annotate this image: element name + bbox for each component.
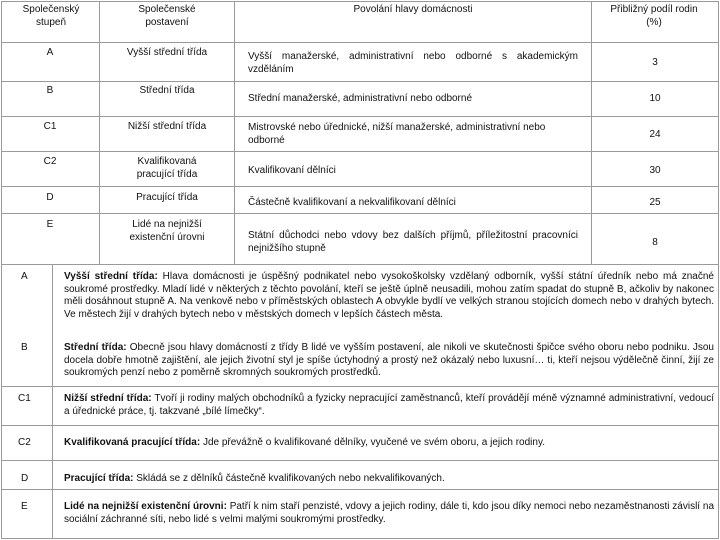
- desc-e-label: E: [21, 501, 28, 512]
- social-class-document: [1, 1, 719, 539]
- desc-e-term: Lidé na nejnižší existenční úrovni:: [64, 501, 227, 512]
- desc-a-body: Hlava domácnosti je úspěšný podnikatel nebo vysokoškolsky vzdělaný odborník, vyšší státní úředník nebo má značné soukromé prostředky. Mladí lidé v některých z těchto povolání, kteří se ještě úplně neusadili, mohou zatím spadat do stupně B, ačkoliv by nakonec měli dosáhnout stupně A. Na venkově nebo v příměstských oblastech A obvykle bydlí ve velkých stranou stojících domech nebo v drahých bytech. Ve městech žijí v drahých bytech nebo v městských domech v lepších částech města.: [64, 271, 714, 320]
- border-top: [1, 1, 719, 2]
- desc-d-body: Skládá se z dělníků částečně kvalifikovaných nebo nekvalifikovaných.: [133, 473, 445, 484]
- col-divider: [52, 264, 53, 539]
- row-b-stupen: B: [46, 85, 54, 96]
- desc-c1-body: Tvoří ji rodiny malých obchodníků a fyzicky nepracující zaměstnanců, kteří provádějí méně významné administrativní, vedoucí a úřednické práce, tj. takzvané „bílé límečky“.: [64, 393, 714, 417]
- row-b-podil: 10: [649, 93, 661, 104]
- row-a-podil: 3: [652, 57, 658, 68]
- desc-c1-term: Nižší střední třída:: [64, 393, 152, 404]
- row-c2-stupen: C2: [43, 156, 57, 167]
- row-e-povolani: Státní důchodci nebo vdovy bez dalších příjmů, příležitostní pracovníci nejnižšího stupně: [248, 230, 578, 254]
- row-divider: [1, 489, 719, 490]
- col-divider: [591, 1, 592, 264]
- row-divider: [1, 213, 719, 214]
- desc-c2-term: Kvalifikovaná pracující třída:: [64, 437, 201, 448]
- row-a-postaveni: Vyšší střední třída: [126, 47, 208, 58]
- row-c1-podil: 24: [649, 129, 661, 140]
- row-divider: [1, 186, 719, 187]
- row-divider: [1, 264, 719, 265]
- col-divider: [234, 1, 235, 264]
- row-b-povolani: Střední manažerské, administrativní nebo odborné: [248, 93, 473, 104]
- row-d-podil: 25: [649, 197, 661, 208]
- row-e-podil: 8: [652, 237, 658, 248]
- desc-b-text: [64, 342, 714, 380]
- row-a-stupen: A: [46, 47, 54, 58]
- row-e-postaveni: Lidé na nejnižší existenční úrovni: [129, 219, 205, 243]
- desc-a-text: [64, 271, 714, 321]
- row-d-stupen: D: [46, 192, 54, 203]
- desc-a-term: Vyšší střední třída:: [64, 271, 158, 282]
- row-c2-postaveni: Kvalifikovaná pracující třída: [136, 156, 198, 180]
- desc-e-body: Patří k nim staří penzisté, vdovy a jejich rodiny, dále ti, kdo jsou díky nemoci nebo nezaměstnanosti závislí na sociální záchranné síti, nebo lidé s velmi malými soukromými prostředky.: [64, 501, 715, 525]
- row-c2-povolani: Kvalifikovaní dělníci: [248, 165, 336, 176]
- border-bottom: [1, 538, 719, 539]
- row-divider: [1, 151, 719, 152]
- row-divider: [1, 460, 719, 461]
- desc-c1-label: C1: [18, 393, 31, 404]
- header-povolani: Povolání hlavy domácnosti: [353, 4, 473, 15]
- desc-c2-body: Jde převážně o kvalifikované dělníky, vyučené ve svém oboru, a jejich rodiny.: [200, 437, 545, 448]
- desc-c2-label: C2: [18, 437, 31, 448]
- row-c1-postaveni: Nižší střední třída: [127, 121, 207, 132]
- header-podil: Přibližný podíl rodin (%): [610, 4, 698, 28]
- col-divider: [99, 1, 100, 264]
- row-d-povolani: Částečně kvalifikovaní a nekvalifikovaní dělníci: [248, 197, 456, 208]
- row-divider: [1, 42, 719, 43]
- row-divider: [1, 425, 719, 426]
- row-c1-stupen: C1: [43, 121, 57, 132]
- desc-e-text: [64, 501, 714, 526]
- row-e-stupen: E: [46, 219, 54, 230]
- desc-d-text: [64, 473, 714, 486]
- row-c2-podil: 30: [649, 165, 661, 176]
- desc-d-term: Pracující třída:: [64, 473, 134, 484]
- row-divider: [1, 81, 719, 82]
- desc-a-label: A: [21, 271, 28, 282]
- header-stupen: Společenský stupeň: [22, 4, 80, 28]
- row-c1-povolani: Mistrovské nebo úřednické, nižší manažerské, administrativní nebo odborné: [248, 122, 546, 146]
- row-divider: [1, 116, 719, 117]
- header-postaveni: Společenské postavení: [138, 4, 196, 28]
- desc-c2-text: [64, 437, 714, 450]
- row-divider: [1, 386, 719, 387]
- desc-b-term: Střední třída:: [64, 342, 127, 353]
- row-d-postaveni: Pracující třída: [136, 192, 198, 203]
- row-a-povolani: Vyšší manažerské, administrativní nebo odborné s akademickým vzděláním: [248, 51, 578, 75]
- desc-c1-text: [64, 393, 714, 418]
- row-b-postaveni: Střední třída: [139, 85, 195, 96]
- desc-d-label: D: [21, 473, 29, 484]
- desc-b-body: Obecně jsou hlavy domácností z třídy B lidé ve vyšším postavení, ale nikoli ve skutečnosti špičce svého oboru nebo podniku. Jsou docela dobře hmotně zajištění, ale jejich životní styl je spíše úctyhodný a prostý než okázalý nebo luxusní… ti, kteří nejsou výdělečně činní, žijí ze soukromých penzí nebo z poměrně skromných soukromých prostředků.: [64, 342, 714, 378]
- desc-b-label: B: [21, 342, 28, 353]
